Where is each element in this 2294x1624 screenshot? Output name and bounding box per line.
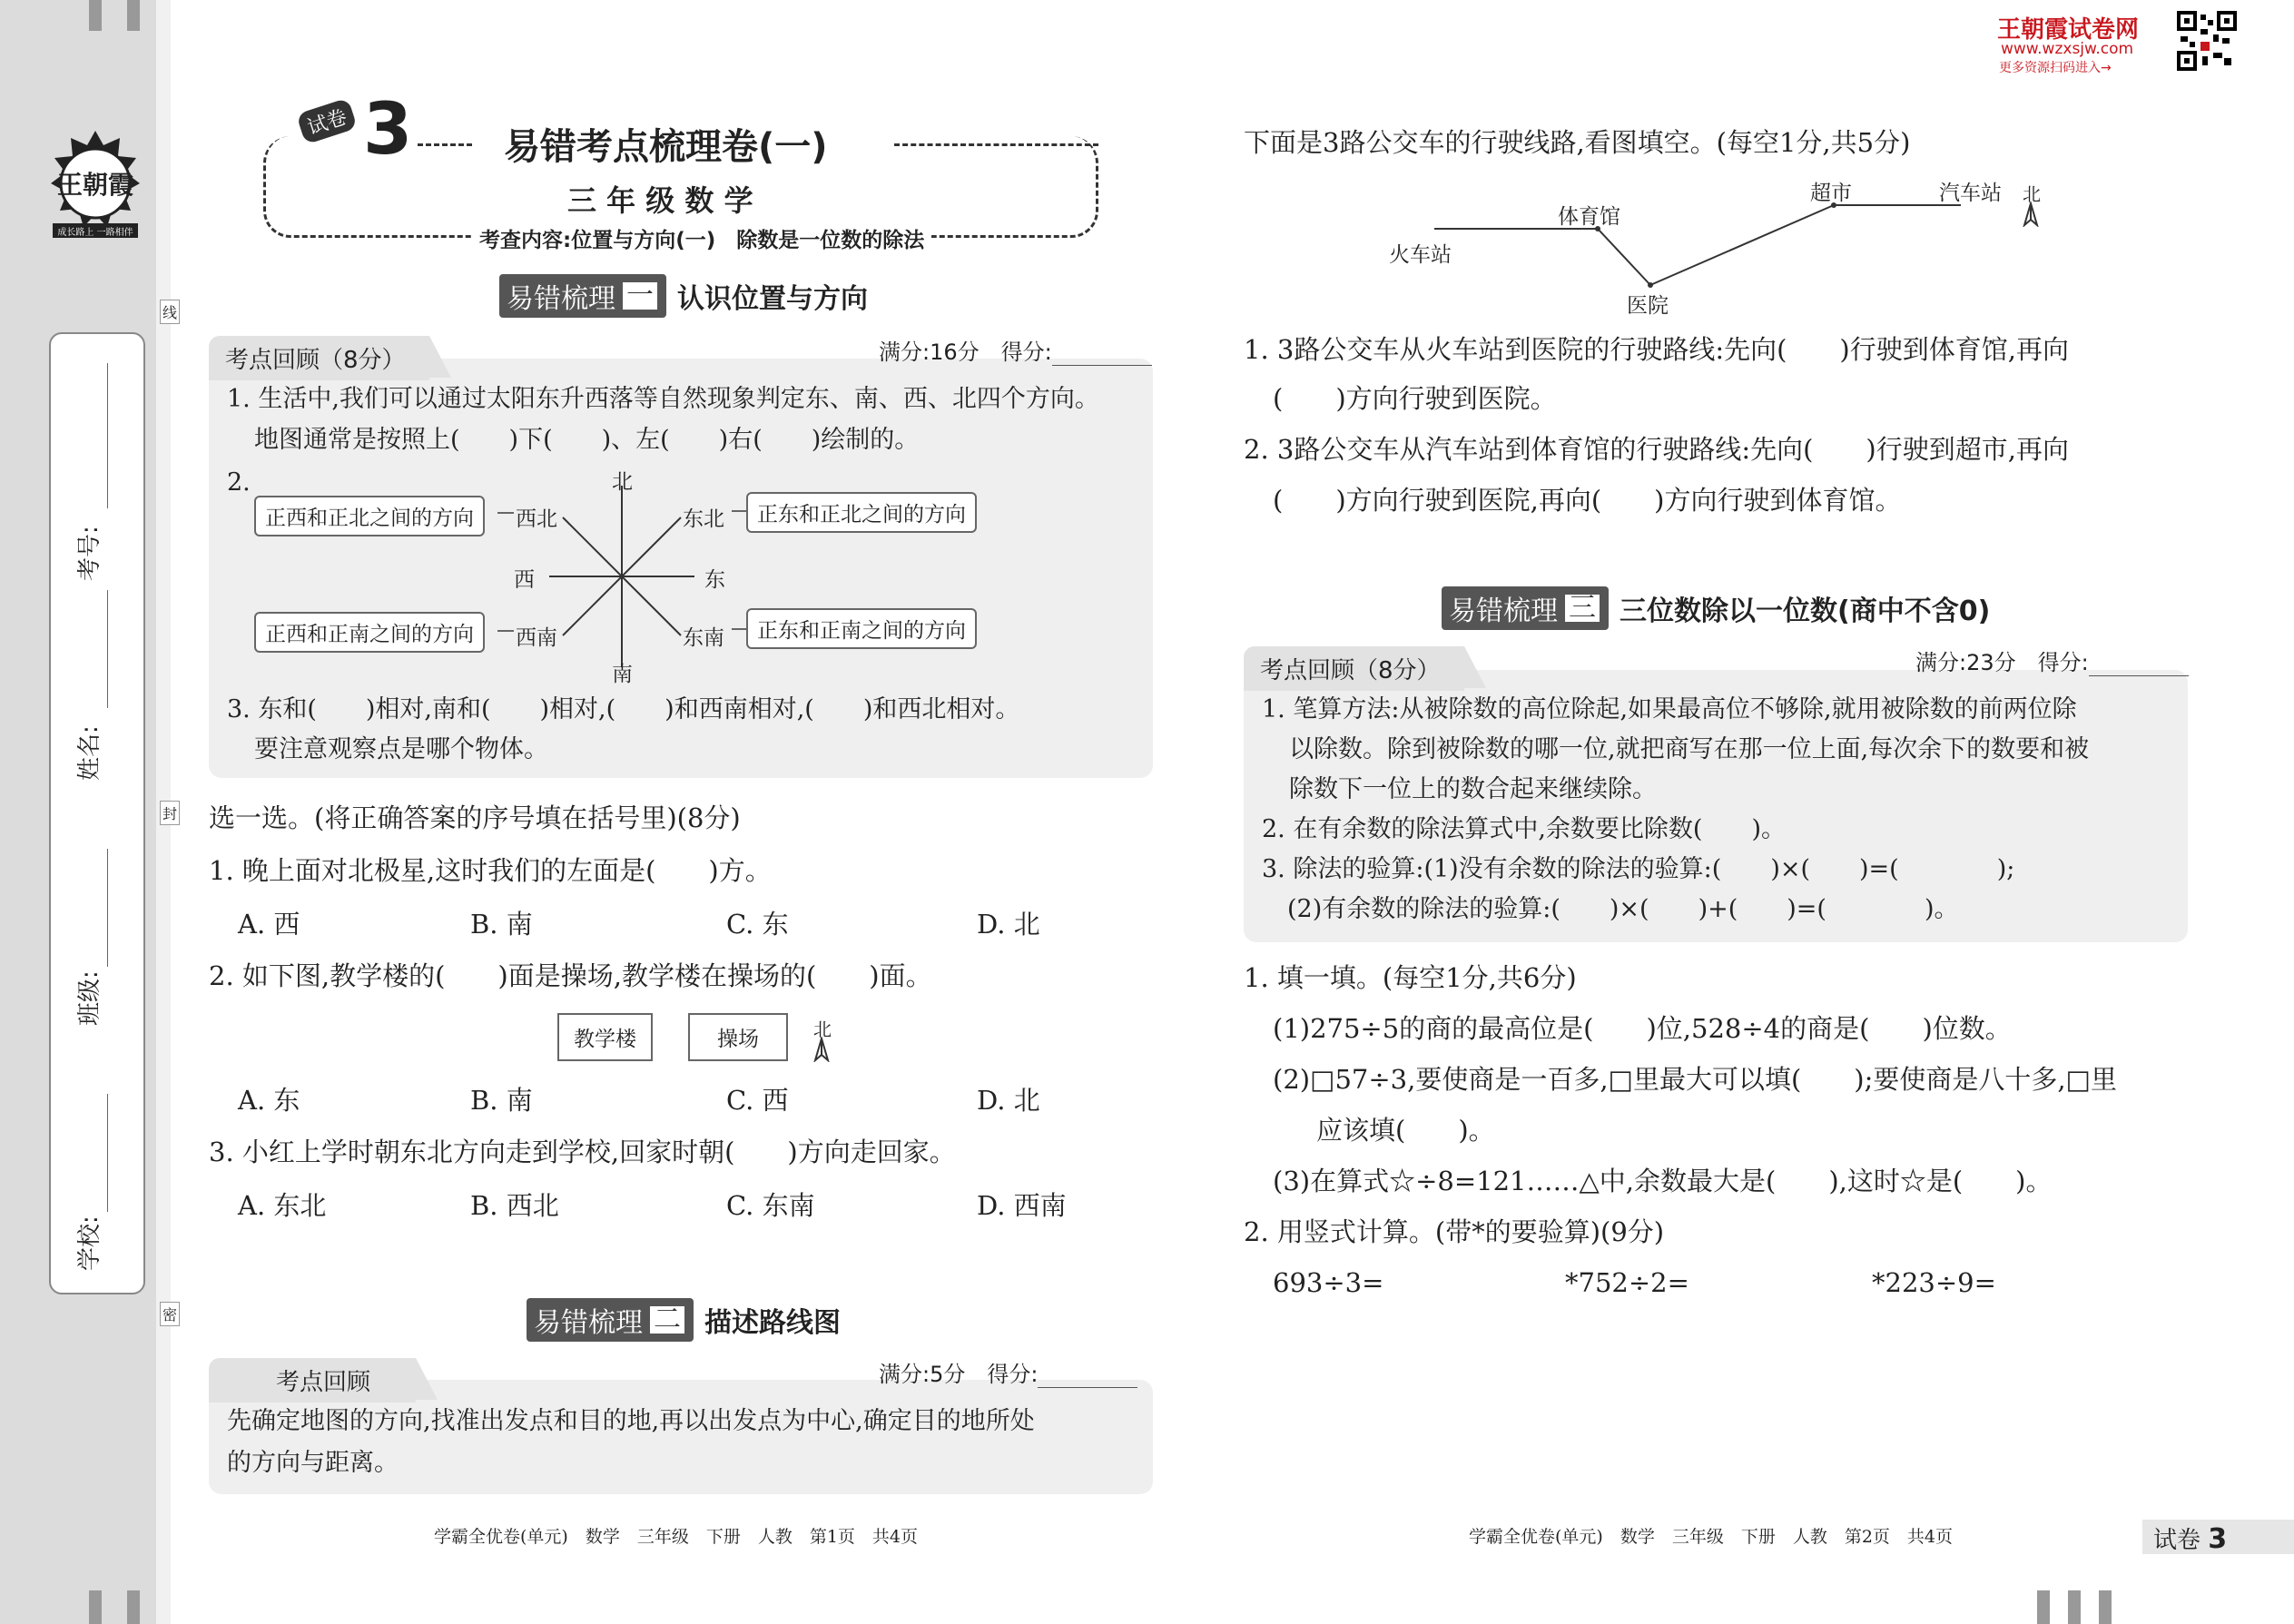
q3-option-d: D. 西南 — [977, 1190, 1067, 1221]
compass-box-sw: 正西和正南之间的方向 — [254, 612, 485, 653]
field-kaohao: 考号: — [76, 526, 103, 581]
bus-q1b: ( )方向行驶到医院。 — [1273, 383, 1557, 414]
stop-hospital: 医院 — [1627, 294, 1669, 318]
brand-logo — [44, 127, 147, 245]
box-pointer — [732, 510, 748, 512]
header-dash-line — [418, 143, 472, 146]
q2-north-label: 北 — [813, 1019, 832, 1040]
choose-q1: 1. 晚上面对北极星,这时我们的左面是( )方。 — [209, 855, 772, 886]
fill-a: (1)275÷5的商的最高位是( )位,528÷4的商是( )位数。 — [1273, 1013, 2012, 1044]
field-xingming: 姓名: — [76, 725, 103, 781]
compass-n: 北 — [612, 470, 633, 494]
seal-mark: 封 — [160, 801, 180, 825]
q3-option-c: C. 东南 — [726, 1190, 815, 1221]
compass-w: 西 — [514, 568, 535, 592]
s3-point1a: 1. 笔算方法:从被除数的高位除起,如果最高位不够除,就用被除数的前两位除 — [1262, 695, 2077, 723]
section2-label-badge: 易错梳理 二 — [527, 1298, 694, 1342]
s1-point1a: 1. 生活中,我们可以通过太阳东升西落等自然现象判定东、南、西、北四个方向。 — [227, 385, 1099, 413]
compass-ne: 东北 — [683, 507, 724, 531]
section1-label-badge: 易错梳理 一 — [499, 274, 666, 318]
compass-box-ne: 正东和正北之间的方向 — [746, 492, 977, 533]
s1-point2: 2. — [227, 468, 251, 497]
s2-point-line2: 的方向与距离。 — [227, 1449, 399, 1477]
compass-nw: 西北 — [516, 507, 557, 531]
north-arrow-icon — [2021, 202, 2041, 227]
q2-option-a: A. 东 — [238, 1085, 300, 1116]
corner-mark — [127, 0, 140, 31]
calc-intro: 2. 用竖式计算。(带*的要验算)(9分) — [1244, 1216, 1665, 1247]
s3-point3b: (2)有余数的除法的验算:( )×( )+( )=( )。 — [1287, 895, 1959, 923]
bus-north-label: 北 — [2023, 183, 2041, 205]
section3-title: 三位数除以一位数(商中不含0) — [1620, 595, 1991, 627]
box-pointer — [497, 512, 514, 514]
section1-score: 满分:16分 得分: — [879, 334, 1152, 366]
footer-left: 学霸全优卷(单元) 数学 三年级 下册 人教 第1页 共4页 — [434, 1527, 919, 1547]
calc-item-3: *223÷9= — [1872, 1267, 1996, 1298]
stop-stadium: 体育馆 — [1558, 205, 1620, 229]
fill-c: (3)在算式☆÷8=121……△中,余数最大是( ),这时☆是( )。 — [1273, 1166, 2053, 1196]
s3-point2: 2. 在有余数的除法算式中,余数要比除数( )。 — [1262, 815, 1786, 843]
brand-url: www.wzxsjw.com — [2001, 40, 2134, 58]
logo-slogan: 成长路上 一路相伴 — [57, 228, 133, 238]
choose-q2: 2. 如下图,教学楼的( )面是操场,教学楼在操场的( )面。 — [209, 960, 932, 991]
corner-mark — [89, 0, 102, 31]
s3-point1c: 除数下一位上的数合起来继续除。 — [1289, 775, 1657, 803]
exam-content: 考查内容:位置与方向(一) 除数是一位数的除法 — [472, 223, 931, 253]
compass-sw: 西南 — [516, 626, 557, 650]
compass-s: 南 — [612, 663, 633, 686]
field-banji: 班级: — [76, 970, 103, 1026]
corner-mark — [89, 1590, 102, 1624]
north-arrow-icon — [812, 1037, 832, 1062]
s1-point3a: 3. 东和( )相对,南和( )相对,( )和西南相对,( )和西北相对。 — [227, 695, 1020, 723]
seal-mark: 密 — [160, 1302, 180, 1326]
field-xuexiao: 学校: — [76, 1216, 103, 1271]
section3-score: 满分:23分 得分: — [1915, 645, 2189, 676]
calc-item-1: 693÷3= — [1273, 1267, 1384, 1298]
q2-option-b: B. 南 — [470, 1085, 533, 1116]
compass-se: 东南 — [683, 626, 724, 650]
q2-option-c: C. 西 — [726, 1085, 789, 1116]
brand-name: 王朝霞试卷网 — [1997, 16, 2140, 44]
section2-review-tab: 考点回顾 — [209, 1358, 416, 1403]
compass-box-se: 正东和正南之间的方向 — [746, 608, 977, 649]
corner-mark — [127, 1590, 140, 1624]
section2-score: 满分:5分 得分: — [879, 1356, 1137, 1388]
page-subtitle: 三 年 级 数 学 — [567, 183, 753, 218]
logo-text: 王朝霞 — [56, 170, 133, 200]
building-box: 教学楼 — [557, 1013, 653, 1061]
footer-tag: 试卷 3 — [2153, 1523, 2228, 1555]
field-line — [107, 363, 108, 508]
seal-mark: 线 — [160, 300, 180, 324]
bus-q1a: 1. 3路公交车从火车站到医院的行驶路线:先向( )行驶到体育馆,再向 — [1244, 334, 2069, 365]
playground-box: 操场 — [688, 1013, 788, 1061]
stop-bus-terminal: 汽车站 — [1939, 182, 2002, 205]
q1-option-b: B. 南 — [470, 909, 533, 940]
field-line — [107, 1094, 108, 1212]
paper-number: 3 — [363, 89, 413, 171]
fill-intro: 1. 填一填。(每空1分,共6分) — [1244, 962, 1577, 993]
fill-b1: (2)□57÷3,要使商是一百多,□里最大可以填( );要使商是八十多,□里 — [1273, 1064, 2117, 1095]
bus-q2b: ( )方向行驶到医院,再向( )方向行驶到体育馆。 — [1273, 485, 1902, 516]
qr-code-icon — [2177, 11, 2237, 71]
q2-option-d: D. 北 — [977, 1085, 1040, 1116]
stop-supermarket: 超市 — [1810, 182, 1852, 205]
header-dash-line — [894, 143, 1098, 146]
compass-box-nw: 正西和正北之间的方向 — [254, 496, 485, 536]
q3-option-a: A. 东北 — [238, 1190, 327, 1221]
q1-option-d: D. 北 — [977, 909, 1040, 940]
section3-review-tab: 考点回顾（8分） — [1244, 646, 1464, 691]
section3-label-badge: 易错梳理 三 — [1442, 586, 1609, 630]
corner-mark — [2099, 1590, 2112, 1624]
brand-tip: 更多资源扫码进入→ — [1999, 61, 2112, 75]
choose-intro: 选一选。(将正确答案的序号填在括号里)(8分) — [209, 802, 741, 833]
section1-heading — [499, 274, 868, 318]
calc-item-2: *752÷2= — [1565, 1267, 1689, 1298]
section2-title: 描述路线图 — [704, 1307, 841, 1339]
q1-option-a: A. 西 — [238, 909, 300, 940]
bus-q2a: 2. 3路公交车从汽车站到体育馆的行驶路线:先向( )行驶到超市,再向 — [1244, 434, 2069, 465]
section3-heading — [1442, 586, 1990, 630]
s3-point1b: 以除数。除到被除数的哪一位,就把商写在那一位上面,每次余下的数要和被 — [1289, 735, 2090, 763]
s1-point1b: 地图通常是按照上( )下( )、左( )右( )绘制的。 — [254, 426, 920, 454]
q3-option-b: B. 西北 — [470, 1190, 559, 1221]
corner-mark — [2068, 1590, 2081, 1624]
stop-train-station: 火车站 — [1389, 243, 1452, 267]
q1-option-c: C. 东 — [726, 909, 789, 940]
s1-point3b: 要注意观察点是哪个物体。 — [254, 735, 548, 763]
paper-tag: 试卷 — [296, 98, 358, 145]
bus-intro: 下面是3路公交车的行驶线路,看图填空。(每空1分,共5分) — [1244, 127, 1911, 158]
footer-right: 学霸全优卷(单元) 数学 三年级 下册 人教 第2页 共4页 — [1469, 1527, 1954, 1547]
field-line — [107, 849, 108, 967]
compass-e: 东 — [704, 568, 725, 592]
corner-mark — [2037, 1590, 2050, 1624]
choose-q3: 3. 小红上学时朝东北方向走到学校,回家时朝( )方向走回家。 — [209, 1137, 956, 1167]
section1-review-tab: 考点回顾（8分） — [209, 336, 429, 380]
section2-heading — [527, 1298, 841, 1342]
s3-point3a: 3. 除法的验算:(1)没有余数的除法的验算:( )×( )=( ); — [1262, 855, 2015, 883]
field-line — [107, 590, 108, 708]
s2-point-line1: 先确定地图的方向,找准出发点和目的地,再以出发点为中心,确定目的地所处 — [227, 1407, 1035, 1435]
section1-title: 认识位置与方向 — [677, 283, 868, 315]
box-pointer — [497, 630, 514, 632]
fill-b2: 应该填( )。 — [1316, 1115, 1495, 1146]
page-title: 易错考点梳理卷(一) — [504, 126, 828, 168]
box-pointer — [732, 628, 748, 630]
